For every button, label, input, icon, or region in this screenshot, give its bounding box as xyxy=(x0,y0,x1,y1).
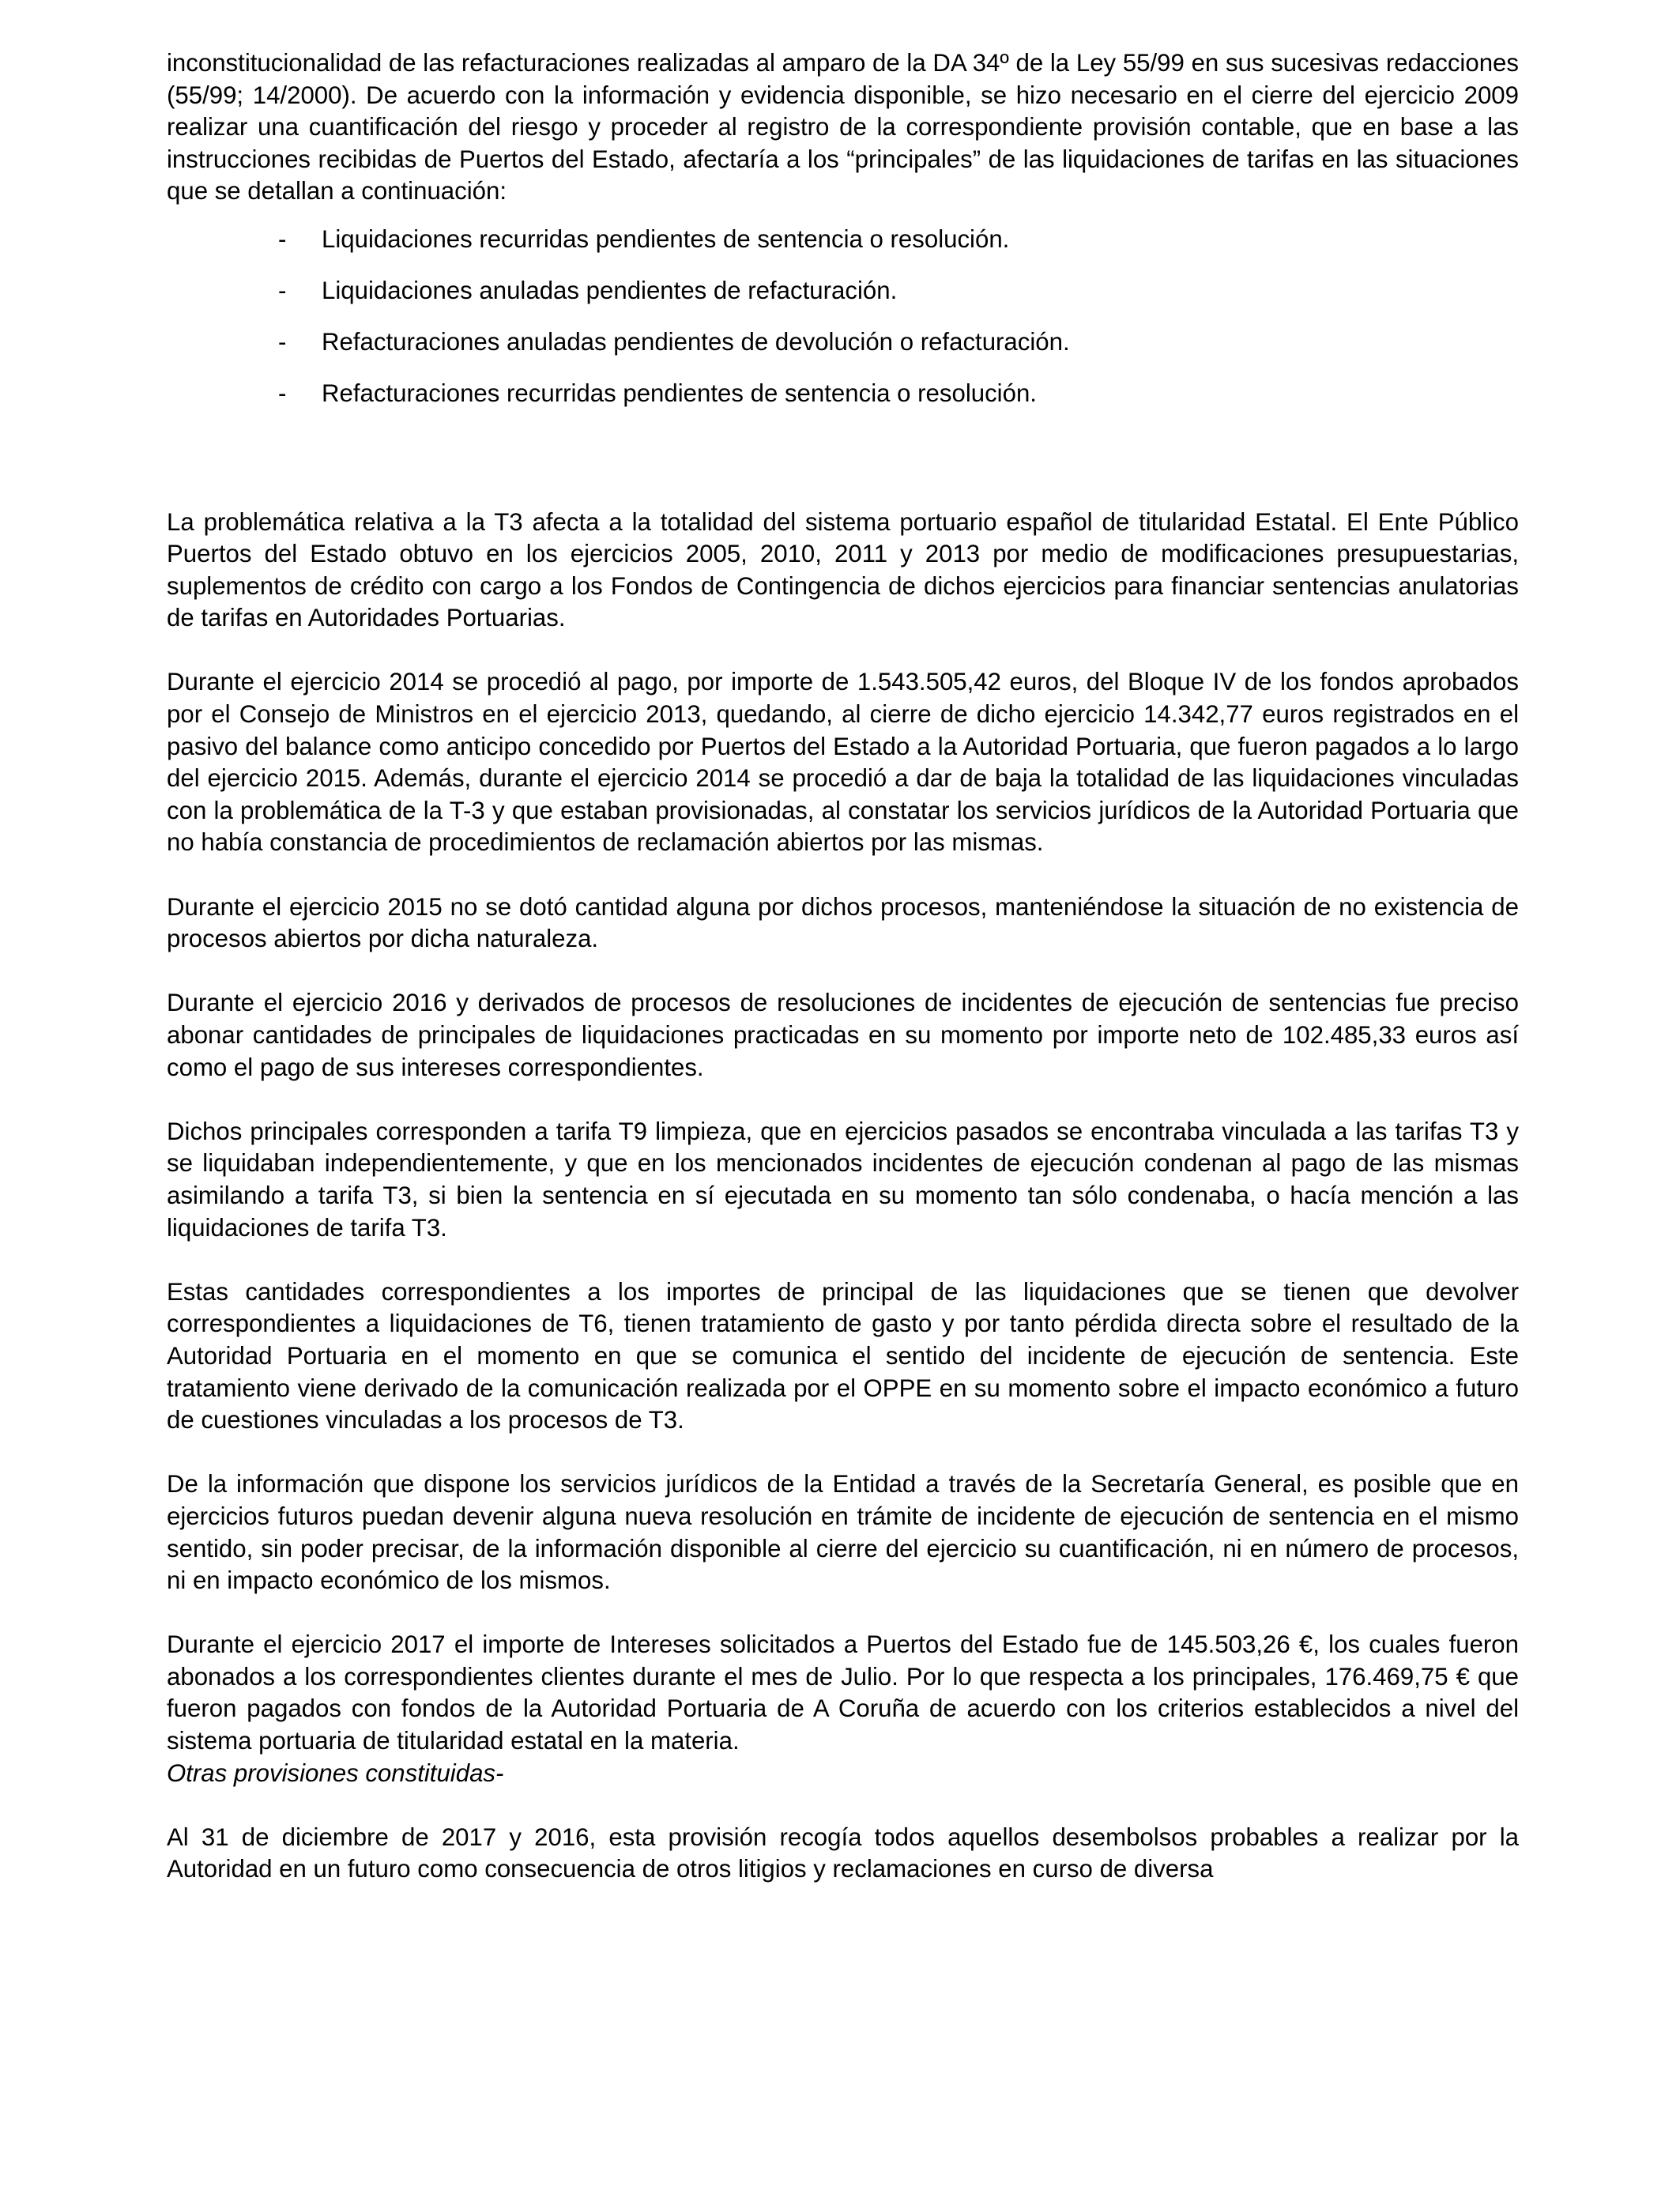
body-paragraph: Durante el ejercicio 2014 se procedió al pago, por importe de 1.543.505,42 euros, del Bloque IV de los fondos aprobados por el Consejo de Ministros en el ejercicio 2013, quedando, al cierre de dicho ejercicio 14.342,77 euros registrados en el pasivo del balance como anticipo concedido por Puertos del Estado a la Autoridad Portuaria, que fueron pagados a lo largo del ejercicio 2015. Además, durante el ejercicio 2014 se procedió a dar de baja la totalidad de las liquidaciones vinculadas con la problemática de la T-3 y que estaban provisionadas, al constatar los servicios jurídicos de la Autoridad Portuaria que no había constancia de procedimientos de reclamación abiertos por las mismas. xyxy=(167,668,1519,857)
intro-paragraph: inconstitucionalidad de las refacturaciones realizadas al amparo de la DA 34º de la Ley 55/99 en sus sucesivas redacciones (55/99; 14/2000). De acuerdo con la información y evidencia disponible, se hizo necesario en el cierre del ejercicio 2009 realizar una cuantificación del riesgo y proceder al registro de la correspondiente provisión contable, que en base a las instrucciones recibidas de Puertos del Estado, afectaría a los “principales” de las liquidaciones de tarifas en las situaciones que se detallan a continuación: xyxy=(167,49,1519,205)
list-dash: - xyxy=(278,276,287,304)
list-item-text: Liquidaciones recurridas pendientes de sentencia o resolución. xyxy=(322,224,1010,253)
body-paragraph: La problemática relativa a la T3 afecta a la totalidad del sistema portuario español de titularidad Estatal. El Ente Público Puertos del Estado obtuvo en los ejercicios 2005, 2010, 2011 y 2013 por medio de modificaciones presupuestarias, suplementos de crédito con cargo a los Fondos de Contingencia de dichos ejercicios para financiar sentencias anulatorias de tarifas en Autoridades Portuarias. xyxy=(167,507,1519,632)
document-page xyxy=(167,47,1519,1886)
body-paragraph: Estas cantidades correspondientes a los importes de principal de las liquidaciones que se tienen que devolver correspondientes a liquidaciones de T6, tienen tratamiento de gasto y por tanto pérdida directa sobre el resultado de la Autoridad Portuaria en el momento en que se comunica el sentido del incidente de ejecución de sentencia. Este tratamiento viene derivado de la comunicación realizada por el OPPE en su momento sobre el impacto económico a futuro de cuestiones vinculadas a los procesos de T3. xyxy=(167,1277,1519,1434)
body-paragraph: Durante el ejercicio 2016 y derivados de procesos de resoluciones de incidentes de ejecución de sentencias fue preciso abonar cantidades de principales de liquidaciones practicadas en su momento por importe neto de 102.485,33 euros así como el pago de sus intereses correspondientes. xyxy=(167,989,1519,1081)
body-paragraph: Durante el ejercicio 2015 no se dotó cantidad alguna por dichos procesos, manteniéndose la situación de no existencia de procesos abiertos por dicha naturaleza. xyxy=(167,892,1519,953)
body-paragraph: Durante el ejercicio 2017 el importe de Intereses solicitados a Puertos del Estado fue de 145.503,26 €, los cuales fueron abonados a los correspondientes clientes durante el mes de Julio. Por lo que respecta a los principales, 176.469,75 € que fueron pagados con fondos de la Autoridad Portuaria de A Coruña de acuerdo con los criterios establecidos a nivel del sistema portuaria de titularidad estatal en la materia. xyxy=(167,1630,1519,1755)
situations-list xyxy=(167,224,1519,410)
list-item xyxy=(167,326,1519,359)
list-item-text: Refacturaciones anuladas pendientes de devolución o refacturación. xyxy=(322,327,1070,356)
list-dash: - xyxy=(278,327,287,356)
list-dash: - xyxy=(278,379,287,407)
final-paragraph: Al 31 de diciembre de 2017 y 2016, esta provisión recogía todos aquellos desembolsos probables a realizar por la Autoridad en un futuro como consecuencia de otros litigios y reclamaciones en curso de diversa xyxy=(167,1823,1519,1883)
list-item xyxy=(167,378,1519,410)
body-paragraph: Dichos principales corresponden a tarifa T9 limpieza, que en ejercicios pasados se encontraba vinculada a las tarifas T3 y se liquidaban independientemente, y que en los mencionados incidentes de ejecución condenan al pago de las mismas asimilando a tarifa T3, si bien la sentencia en sí ejecutada en su momento tan sólo condenaba, o hacía mención a las liquidaciones de tarifa T3. xyxy=(167,1117,1519,1242)
list-item-text: Liquidaciones anuladas pendientes de refacturación. xyxy=(322,276,898,304)
list-dash: - xyxy=(278,224,287,253)
list-item xyxy=(167,224,1519,256)
list-item xyxy=(167,275,1519,307)
body-paragraph: De la información que dispone los servicios jurídicos de la Entidad a través de la Secretaría General, es posible que en ejercicios futuros puedan devenir alguna nueva resolución en trámite de incidente de ejecución de sentencia en el mismo sentido, sin poder precisar, de la información disponible al cierre del ejercicio su cuantificación, ni en número de procesos, ni en impacto económico de los mismos. xyxy=(167,1470,1519,1595)
section-heading: Otras provisiones constituidas- xyxy=(167,1759,504,1787)
list-item-text: Refacturaciones recurridas pendientes de sentencia o resolución. xyxy=(322,379,1037,407)
